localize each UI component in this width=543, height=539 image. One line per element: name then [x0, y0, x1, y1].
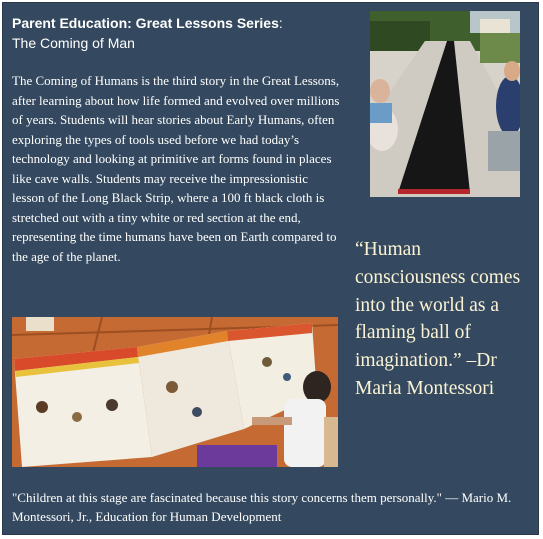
heading	[12, 13, 362, 53]
series-colon: :	[278, 15, 283, 31]
lesson-description: The Coming of Humans is the third story in the Great Lessons, after learning about how life formed and evolved over millions of years. Students will hear stories about Early Humans, often exploring the types of tools used before we had today’s technology and looking at primitive art forms found in places like cave walls. Students may receive the impressionistic lesson of the Long Black Strip, where a 100 ft black cloth is stretched out with a tiny white or red section at the end, representing the time humans have been on Earth compared to the age of the planet.	[12, 73, 340, 264]
lesson-panel	[2, 2, 539, 535]
long-black-strip-photo	[370, 11, 520, 197]
series-title: Parent Education: Great Lessons Series	[12, 15, 279, 31]
timeline-charts-photo	[12, 317, 338, 467]
lesson-subtitle: The Coming of Man	[12, 35, 135, 51]
footer-quote: "Children at this stage are fascinated because this story concerns them personally." — Mario M. Montessori, Jr., Education for Human Development	[12, 490, 512, 524]
montessori-quote: “Human consciousness comes into the world as a flaming ball of imagination.” –Dr Maria Montessori	[355, 239, 521, 399]
